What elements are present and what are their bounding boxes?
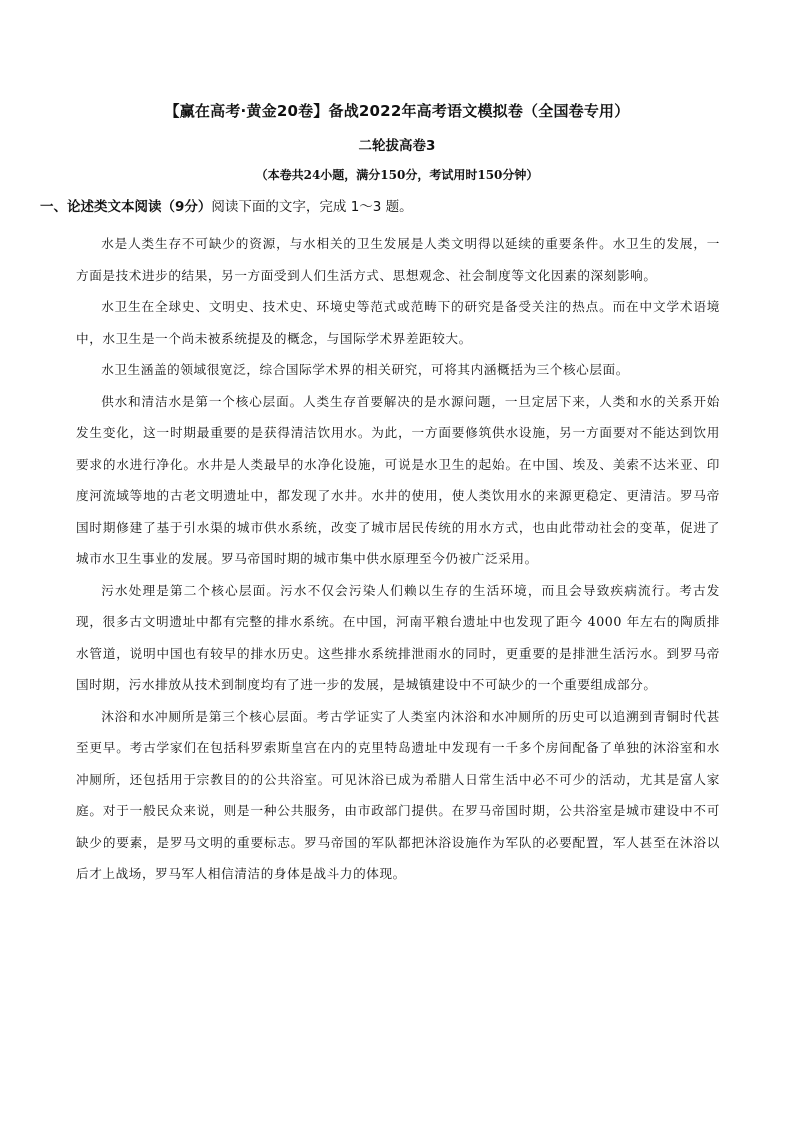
section-heading-instruction: 阅读下面的文字，完成 1～3 题。: [211, 199, 413, 215]
section-heading-label: 一、论述类文本阅读（9分）: [40, 199, 212, 215]
passage-body: [76, 228, 720, 890]
passage-paragraph: 水卫生涵盖的领域很宽泛，综合国际学术界的相关研究，可将其内涵概括为三个核心层面。: [101, 362, 629, 377]
passage-paragraph: 沐浴和水冲厕所是第三个核心层面。考古学证实了人类室内沐浴和水冲厕所的历史可以追溯到青铜时代甚至更早。考古学家们在包括科罗索斯皇宫在内的克里特岛遗址中发现有一千多个房间配备了单独的沐浴室和水冲厕所，还包括用于宗教目的的公共浴室。可见沐浴已成为希腊人日常生活中必不可少的活动，尤其是富人家庭。对于一般民众来说，则是一种公共服务，由市政部门提供。在罗马帝国时期，公共浴室是城市建设中不可缺少的要素，是罗马文明的重要标志。罗马帝国的军队都把沐浴设施作为军队的必要配置，军人甚至在沐浴以后才上战场，罗马军人相信清洁的身体是战斗力的体现。: [76, 708, 720, 881]
exam-title: 【赢在高考·黄金20卷】备战2022年高考语文模拟卷（全国卷专用）: [164, 102, 630, 120]
exam-subtitle: 二轮拔高卷3: [358, 138, 436, 154]
passage-paragraph: 水是人类生存不可缺少的资源，与水相关的卫生发展是人类文明得以延续的重要条件。水卫生的发展，一方面是技术进步的结果，另一方面受到人们生活方式、思想观念、社会制度等文化因素的深刻影响。: [76, 236, 720, 283]
section-heading: [40, 195, 760, 215]
passage-paragraph: 污水处理是第二个核心层面。污水不仅会污染人们赖以生存的生活环境，而且会导致疾病流行。考古发现，很多古文明遗址中都有完整的排水系统。在中国，河南平粮台遗址中也发现了距今 4000 年左右的陶质排水管道，说明中国也有较早的排水历史。这些排水系统排泄雨水的同时，更重要的是排泄生活污水。到罗马帝国时期，污水排放从技术到制度均有了进一步的发展，是城镇建设中不可缺少的一个重要组成部分。: [76, 582, 720, 692]
passage-paragraph: 水卫生在全球史、文明史、技术史、环境史等范式或范畴下的研究是备受关注的热点。而在中文学术语境中，水卫生是一个尚未被系统提及的概念，与国际学术界差距较大。: [76, 299, 720, 346]
passage-paragraph: 供水和清洁水是第一个核心层面。人类生存首要解决的是水源问题，一旦定居下来，人类和水的关系开始发生变化，这一时期最重要的是获得清洁饮用水。为此，一方面要修筑供水设施，另一方面要对不能达到饮用要求的水进行净化。水井是人类最早的水净化设施，可说是水卫生的起始。在中国、埃及、美索不达米亚、印度河流域等地的古老文明遗址中，都发现了水井。水井的使用，使人类饮用水的来源更稳定、更清洁。罗马帝国时期修建了基于引水渠的城市供水系统，改变了城市居民传统的用水方式，也由此带动社会的变革，促进了城市水卫生事业的发展。罗马帝国时期的城市集中供水原理至今仍被广泛采用。: [76, 393, 720, 566]
exam-info: （本卷共24小题，满分150分，考试用时150分钟）: [255, 168, 539, 182]
